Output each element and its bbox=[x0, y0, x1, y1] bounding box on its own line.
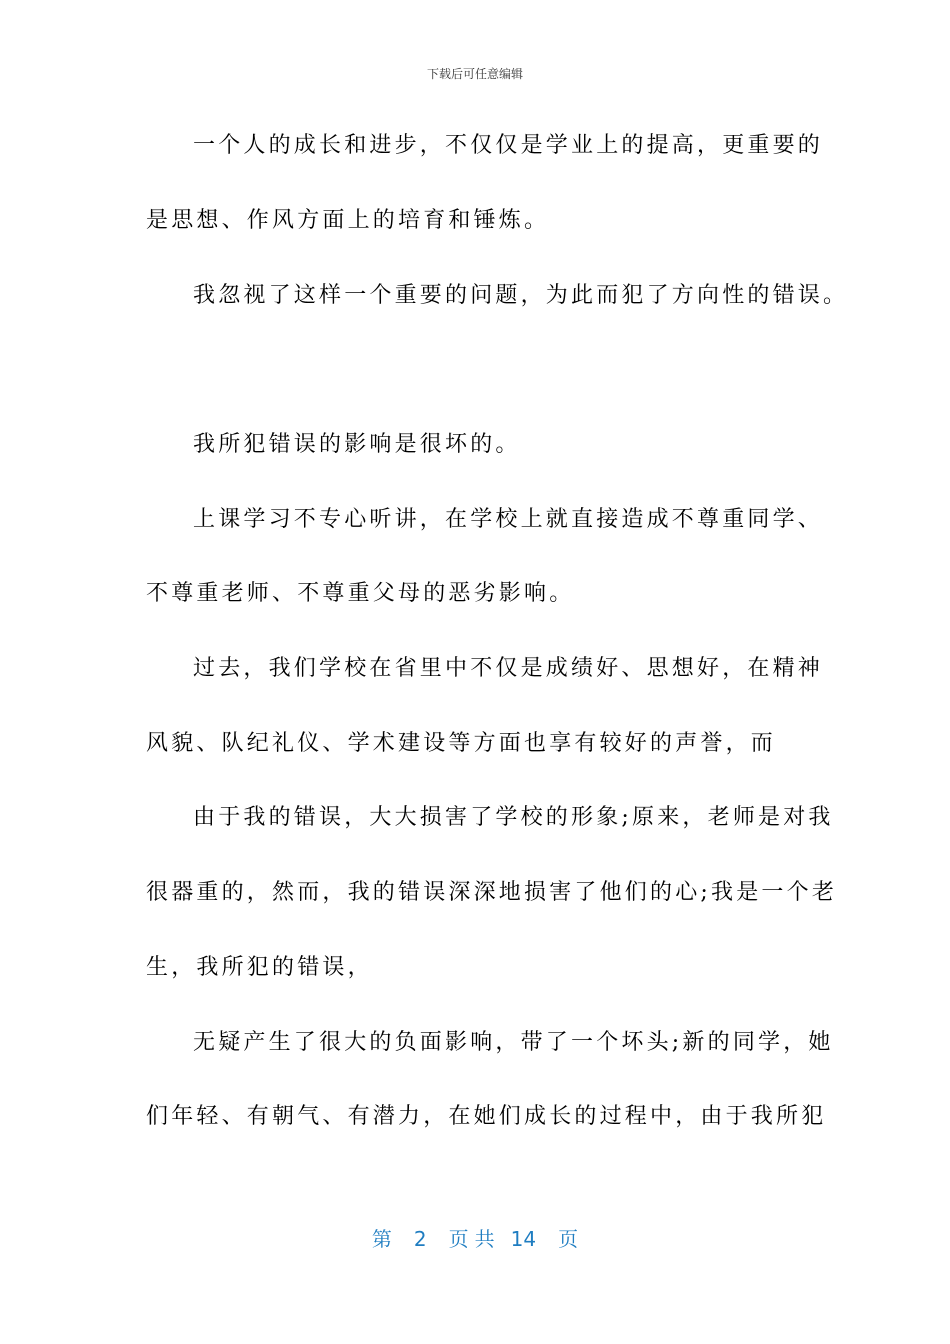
body-line: 生，我所犯的错误， bbox=[146, 955, 373, 980]
body-line: 过去，我们学校在省里中不仅是成绩好、思想好，在精神 bbox=[193, 656, 824, 681]
body-line: 我忽视了这样一个重要的问题，为此而犯了方向性的错误。 bbox=[193, 283, 849, 308]
page-footer bbox=[0, 1226, 950, 1252]
page-header: 下载后可任意编辑 bbox=[426, 67, 523, 81]
footer-current-page: 2 bbox=[413, 1227, 427, 1251]
body-line: 是思想、作风方面上的培育和锤炼。 bbox=[146, 208, 550, 233]
footer-suffix: 页 bbox=[558, 1227, 579, 1251]
body-line: 们年轻、有朝气、有潜力，在她们成长的过程中，由于我所犯 bbox=[146, 1104, 827, 1129]
body-line: 我所犯错误的影响是很坏的。 bbox=[193, 432, 521, 457]
body-line: 上课学习不专心听讲，在学校上就直接造成不尊重同学、 bbox=[193, 507, 824, 532]
footer-total-pages: 14 bbox=[510, 1227, 537, 1251]
footer-prefix: 第 bbox=[371, 1227, 392, 1251]
body-line: 由于我的错误，大大损害了学校的形象;原来，老师是对我 bbox=[193, 805, 834, 830]
body-line: 风貌、队纪礼仪、学术建设等方面也享有较好的声誉，而 bbox=[146, 731, 777, 756]
footer-middle: 页共 bbox=[448, 1227, 501, 1251]
body-line: 很器重的，然而，我的错误深深地损害了他们的心;我是一个老 bbox=[146, 880, 838, 905]
body-line: 无疑产生了很大的负面影响，带了一个坏头;新的同学，她 bbox=[193, 1030, 834, 1055]
body-line: 一个人的成长和进步，不仅仅是学业上的提高，更重要的 bbox=[193, 133, 824, 158]
body-line: 不尊重老师、不尊重父母的恶劣影响。 bbox=[146, 581, 575, 606]
